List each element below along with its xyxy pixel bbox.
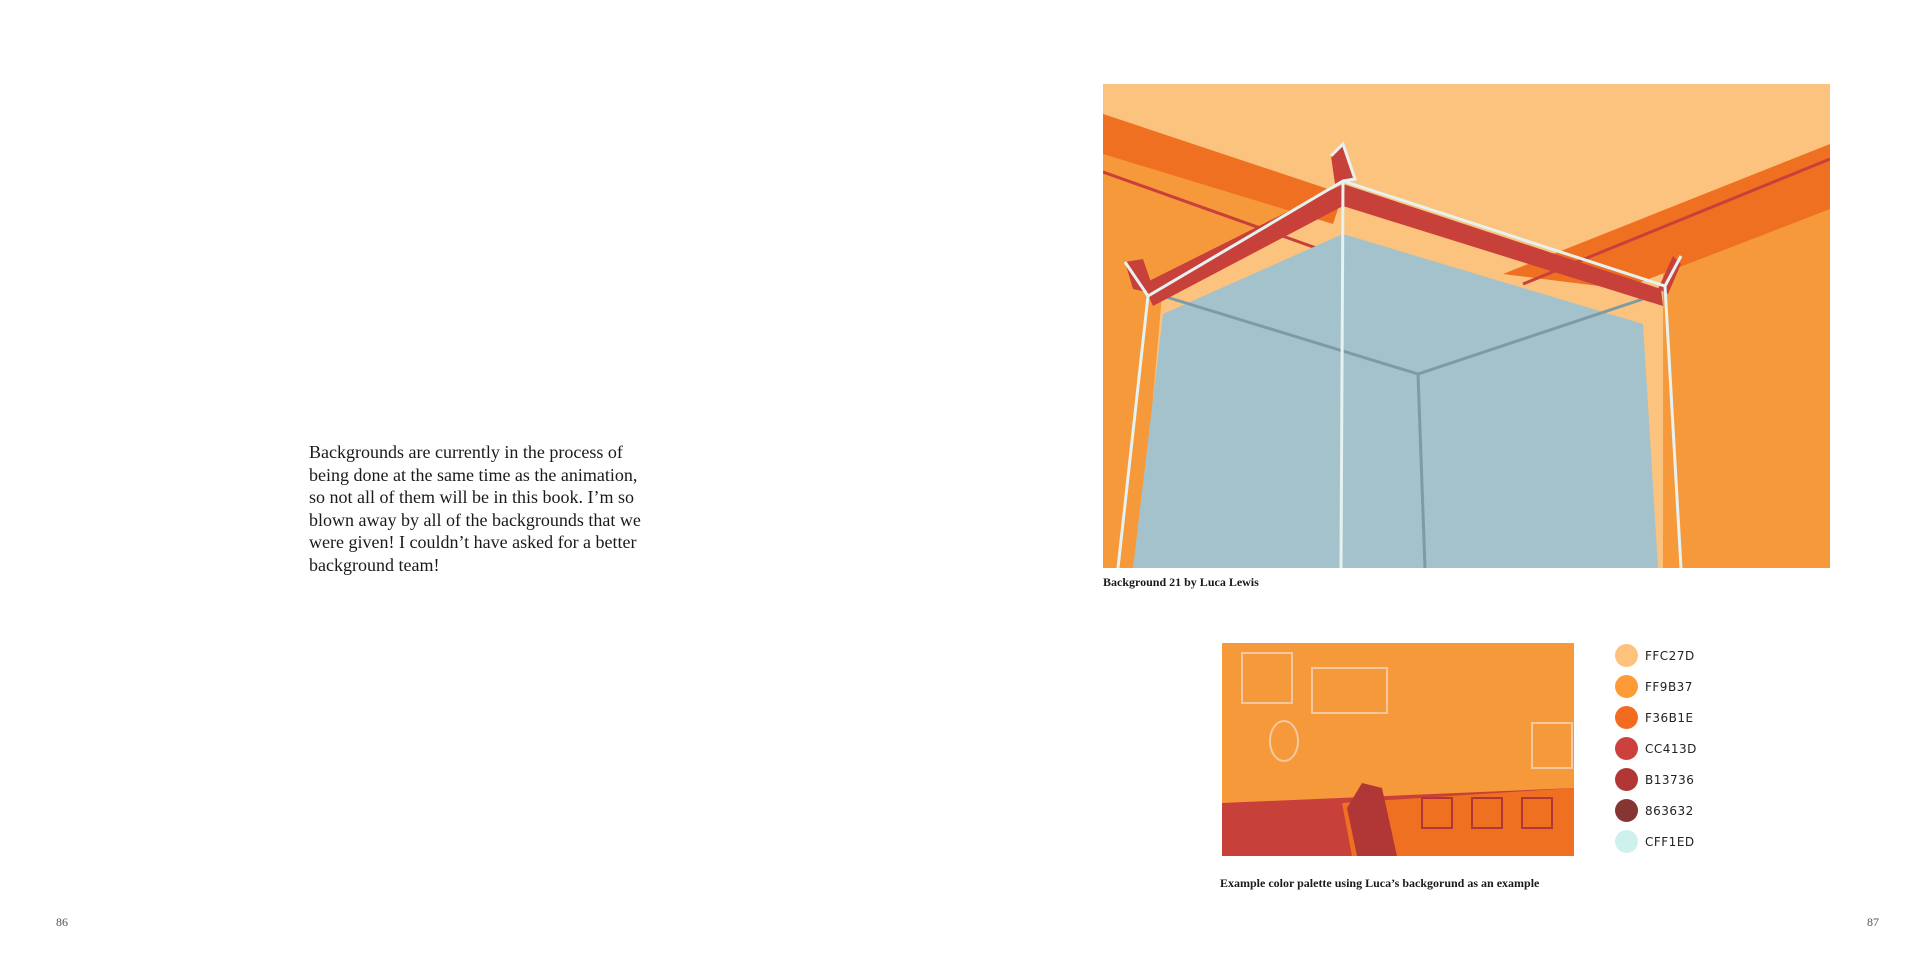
color-palette xyxy=(1615,640,1755,857)
figure-caption: Background 21 by Luca Lewis xyxy=(1103,575,1259,589)
swatch-label: CC413D xyxy=(1645,741,1697,756)
swatch-row xyxy=(1615,671,1755,702)
swatch-dot xyxy=(1615,737,1638,760)
swatch-row xyxy=(1615,795,1755,826)
swatch-dot xyxy=(1615,644,1638,667)
swatch-label: CFF1ED xyxy=(1645,834,1695,849)
swatch-row xyxy=(1615,764,1755,795)
swatch-label: 863632 xyxy=(1645,803,1694,818)
swatch-dot xyxy=(1615,768,1638,791)
body-text: Backgrounds are currently in the process of being done at the same time as the animation, so not all of them will be in this book. I’m so blown away by all of the backgrounds that we were given! I couldn’t have asked for a better background team! xyxy=(309,442,641,575)
swatch-dot xyxy=(1615,830,1638,853)
swatch-label: F36B1E xyxy=(1645,710,1694,725)
swatch-dot xyxy=(1615,706,1638,729)
light-post-center xyxy=(1341,181,1343,568)
swatch-label: B13736 xyxy=(1645,772,1695,787)
swatch-row xyxy=(1615,826,1755,857)
swatch-row xyxy=(1615,702,1755,733)
swatch-label: FFC27D xyxy=(1645,648,1695,663)
swatch-dot xyxy=(1615,799,1638,822)
palette-thumbnail xyxy=(1222,643,1574,856)
palette-caption: Example color palette using Luca’s backgorund as an example xyxy=(1220,876,1540,890)
swatch-row xyxy=(1615,640,1755,671)
page-number-right: 87 xyxy=(1867,915,1879,929)
swatch-label: FF9B37 xyxy=(1645,679,1693,694)
background-illustration xyxy=(1103,84,1830,568)
swatch-row xyxy=(1615,733,1755,764)
page-number-left: 86 xyxy=(56,915,68,929)
swatch-dot xyxy=(1615,675,1638,698)
right-page xyxy=(960,0,1920,974)
